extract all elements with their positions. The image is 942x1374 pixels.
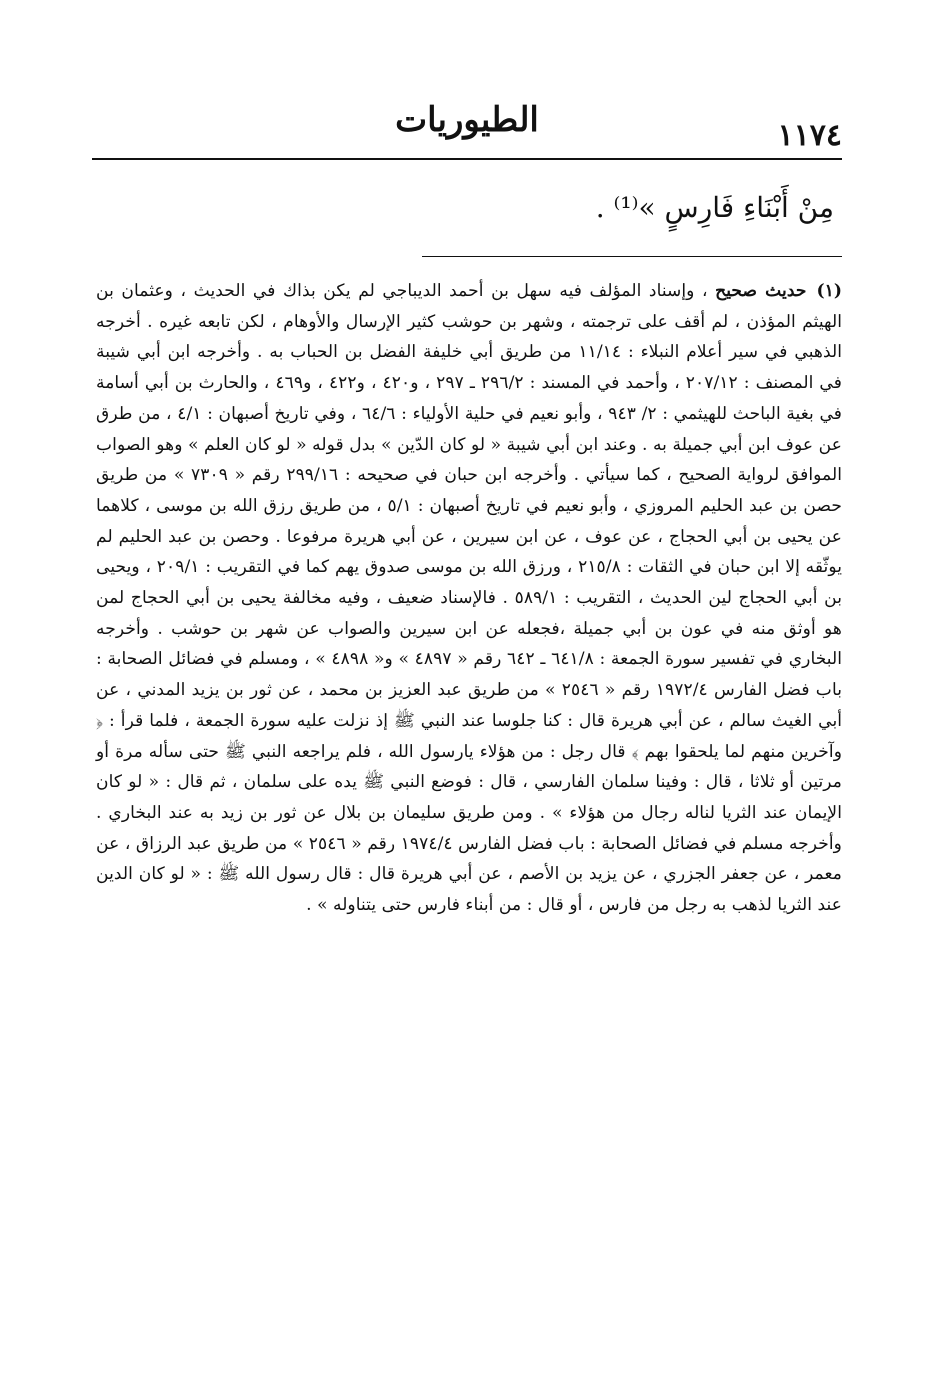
footnote-separator xyxy=(422,256,842,257)
main-text: مِنْ أَبْنَاءِ فَارِسٍ »⁽¹⁾ . xyxy=(595,191,834,224)
footnote xyxy=(96,276,842,921)
header-rule xyxy=(92,158,842,160)
running-title: الطيوريات xyxy=(395,100,539,140)
footnote-marker: (١) xyxy=(816,281,842,301)
page-header xyxy=(92,100,842,156)
hadith-grade: حديث صحيح xyxy=(715,281,807,301)
page-number: ١١٧٤ xyxy=(777,118,842,153)
footnote-text: ، وإسناد المؤلف فيه سهل بن أحمد الديباجي لم يكن بذاك في الحديث ، وعثمان بن الهيثم المؤذن ، لم أقف على ترجمته ، وشهر بن حوشب كثير الإرسال والأوهام ، لكن تابعه غيره . أخرجه الذهبي في سير أعلام النبلاء : ١١/١٤ من طريق أبي خليفة الفضل بن الحباب به . وأخرجه ابن أبي شيبة في المصنف : ٢٠٧/١٢ ، وأحمد في المسند : ٢٩٦/٢ ـ ٢٩٧ ، و٤٢٠ ، و٤٢٢ ، و٤٦٩ ، والحارث بن أبي أسامة في بغية الباحث للهيثمي : ٢/ ٩٤٣ ، وأبو نعيم في حلية الأولياء : ٦٤/٦ ، وفي تاريخ أصبهان : ٤/١ ، من طرق عن عوف ابن أبي جميلة به . وعند ابن أبي شيبة « لو كان الدّين » بدل قوله « لو كان العلم » وهو الصواب الموافق لرواية الصحيح ، كما سيأتي . وأخرجه ابن حبان في صحيحه : ٢٩٩/١٦ رقم « ٧٣٠٩ » من طريق حصن بن عبد الحليم المروزي ، وأبو نعيم في تاريخ أصبهان : ٥/١ ، من طريق رزق الله بن موسى ، كلاهما عن يحيى بن أبي الحجاج ، عن عوف ، عن ابن سيرين ، عن أبي هريرة مرفوعا . وحصن بن عبد الحليم لم يوثّقه إلا ابن حبان في الثقات : ٢١٥/٨ ، ورزق الله بن موسى صدوق يهم كما في التقريب : ٢٠٩/١ ، ويحيى بن أبي الحجاج لين الحديث ، التقريب : ٥٨٩/١ . فالإسناد ضعيف ، وفيه مخالفة يحيى بن أبي الحجاج لمن هو أوثق منه في عون بن أبي جميلة ،فجعله عن ابن سيرين والصواب عن شهر بن حوشب . وأخرجه البخاري في تفسير سورة الجمعة : ٦٤١/٨ ـ ٦٤٢ رقم « ٤٨٩٧ » و« ٤٨٩٨ » ، ومسلم في فضائل الصحابة : باب فضل الفارس ١٩٧٢/٤ رقم « ٢٥٤٦ » من طريق عبد العزيز بن محمد ، عن ثور بن يزيد المدني ، عن أبي الغيث سالم ، عن أبي هريرة قال : كنا جلوسا عند النبي ﷺ إذ نزلت عليه سورة الجمعة ، فلما قرأ : ﴿ وآخرين منهم لما يلحقوا بهم ﴾ قال رجل : من هؤلاء يارسول الله ، فلم يراجعه النبي ﷺ حتى سأله مرة أو مرتين أو ثلاثا ، قال : وفينا سلمان الفارسي ، قال : فوضع النبي ﷺ يده على سلمان ، ثم قال : « لو كان الإيمان عند الثريا لناله رجال من هؤلاء » . ومن طريق سليمان بن بلال عن ثور بن زيد به عند البخاري . وأخرجه مسلم في فضائل الصحابة : باب فضل الفارس ١٩٧٤/٤ رقم « ٢٥٤٦ » من طريق عبد الرزاق ، عن معمر ، عن جعفر الجزري ، عن يزيد بن الأصم ، عن أبي هريرة قال : قال رسول الله ﷺ : « لو كان الدين عند الثريا لذهب به رجل من فارس ، أو قال : من أبناء فارس حتى يتناوله » . xyxy=(96,281,843,916)
